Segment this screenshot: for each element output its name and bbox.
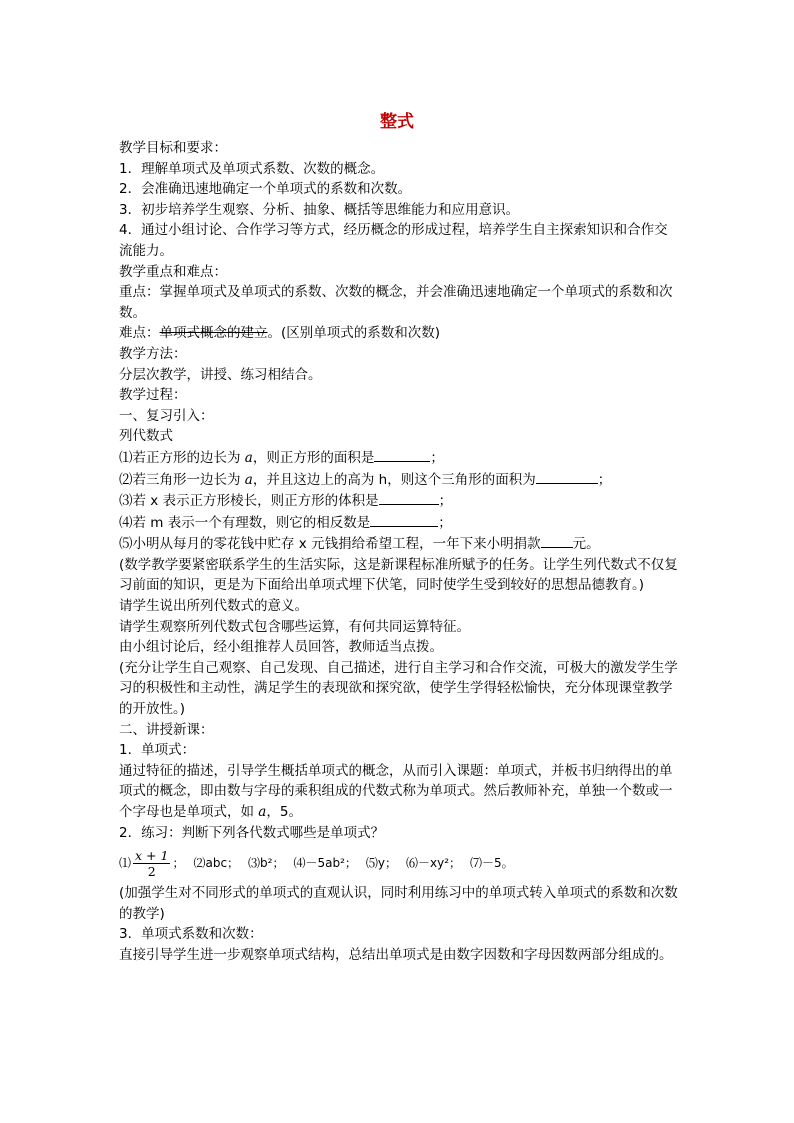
question-text: ⑴若正方形的边长为 <box>119 449 245 466</box>
question-text: ⑶若 x 表示正方形棱长，则正方形的体积是 <box>119 493 379 510</box>
new-lesson-heading: 二、讲授新课： <box>119 721 214 738</box>
question-text: ⑸小明从每月的零花钱中贮存 x 元钱捐给希望工程，一年下来小明捐款 <box>119 536 541 553</box>
objective-item: 4．通过小组讨论、合作学习等方式，经历概念的形成过程，培养学生自主探索知识和合作交流能力。 <box>119 222 668 259</box>
exercise-item: ⑷－5ab²； <box>293 856 357 871</box>
objective-item: 3．初步培养学生观察、分析、抽象、概括等思维能力和应用意识。 <box>119 201 520 218</box>
review-question-2 <box>119 469 679 491</box>
teaching-step: 请学生观察所列代数式包含哪些运算，有何共同运算特征。 <box>119 618 470 635</box>
question-text: ⑵若三角形一边长为 <box>119 471 245 488</box>
review-question-3 <box>119 490 679 512</box>
difficulty-label: 难点： <box>119 325 160 342</box>
question-text: ，则正方形的面积是 <box>252 449 375 466</box>
difficulty-struck-text: 单项式概念的建立 <box>159 325 268 342</box>
answer-blank <box>541 533 573 548</box>
exercise-label: ⑴ <box>119 856 132 871</box>
key-focus: 重点：掌握单项式及单项式的系数、次数的概念，并会准确迅速地确定一个单项式的系数和次数。 <box>119 284 673 321</box>
objectives-heading: 教学目标和要求： <box>119 140 227 156</box>
review-question-5 <box>119 533 679 555</box>
page-title: 整式 <box>380 112 414 132</box>
review-question-1 <box>119 447 679 469</box>
key-points-heading: 教学重点和难点： <box>119 263 227 280</box>
fraction <box>133 848 170 879</box>
methods-text: 分层次教学，讲授、练习相结合。 <box>119 366 322 383</box>
exercise-separator: ； <box>172 856 185 871</box>
fraction-denominator: 2 <box>147 864 156 880</box>
answer-blank <box>370 512 438 527</box>
section-heading: 2．练习：判断下列各代数式哪些是单项式？ <box>119 824 385 841</box>
teaching-note: (加强学生对不同形式的单项式的直观认识，同时利用练习中的单项式转入单项式的系数和次数的教学) <box>119 885 678 922</box>
answer-blank <box>536 469 598 484</box>
section-heading: 3．单项式系数和次数： <box>119 926 263 943</box>
key-difficulty <box>119 323 679 344</box>
objective-item: 2．会准确迅速地确定一个单项式的系数和次数。 <box>119 181 412 198</box>
review-heading: 一、复习引入： <box>119 407 214 424</box>
methods-heading: 教学方法： <box>119 345 187 362</box>
question-text: ； <box>438 514 452 531</box>
question-text: 元。 <box>572 536 600 553</box>
teaching-note: (数学教学要紧密联系学生的生活实际，这是新课程标准所赋予的任务。让学生列代数式不仅复习前面的知识，更是为下面给出单项式埋下伏笔，同时使学生受到较好的思想品德教育。) <box>119 556 678 594</box>
exercise-list <box>119 843 679 883</box>
review-subheading: 列代数式 <box>119 428 173 445</box>
question-text: ； <box>430 449 444 466</box>
math-variable: a <box>258 804 267 820</box>
difficulty-rest: 。(区别单项式的系数和次数) <box>267 325 441 342</box>
math-variable: a <box>244 471 253 488</box>
objective-item: 1．理解单项式及单项式系数、次数的概念。 <box>119 160 385 177</box>
question-text: ； <box>597 471 612 488</box>
question-text: ⑷若 m 表示一个有理数，则它的相反数是 <box>119 514 371 531</box>
review-question-4 <box>119 512 679 534</box>
math-variable: a <box>244 449 253 466</box>
exercise-item: ⑶b²； <box>248 856 285 871</box>
fraction-numerator: x + 1 <box>135 848 169 864</box>
exercise-item: ⑸y； <box>365 856 398 871</box>
teaching-step: 由小组讨论后，经小组推荐人员回答，教师适当点拨。 <box>119 639 443 656</box>
process-heading: 教学过程： <box>119 387 187 404</box>
question-text: ，并且这边上的高为 h，则这个三角形的面积为 <box>252 471 536 488</box>
question-text: ； <box>438 493 453 510</box>
answer-blank <box>379 490 439 505</box>
exercise-item: ⑹－xy²； <box>406 856 462 871</box>
lesson-body <box>119 138 679 966</box>
exercise-item <box>119 848 185 880</box>
section-heading: 1．单项式： <box>119 742 196 759</box>
coefficient-degree-text: 直接引导学生进一步观察单项式结构，总结出单项式是由数字因数和字母因数两部分组成的。 <box>119 946 673 963</box>
teaching-note: (充分让学生自己观察、自己发现、自己描述，进行自主学习和合作交流，可极大的激发学生学习的积极性和主动性，满足学生的表现欲和探究欲，使学生学得轻松愉快，充分体现课堂教学的开放性。) <box>119 659 678 718</box>
answer-blank <box>374 447 430 462</box>
teaching-step: 请学生说出所列代数式的意义。 <box>119 598 308 615</box>
exercise-item: ⑺－5。 <box>470 856 514 871</box>
definition-text: ，5。 <box>266 804 302 820</box>
exercise-item: ⑵abc； <box>193 856 240 871</box>
definition-text: 通过特征的描述，引导学生概括单项式的概念，从而引入课题：单项式，并板书归纳得出的单项式的概念，即由数与字母的乘积组成的代数式称为单项式。然后教师补充，单独一个数或一个字母也是单项式，如 <box>119 762 673 820</box>
monomial-definition <box>119 761 679 823</box>
